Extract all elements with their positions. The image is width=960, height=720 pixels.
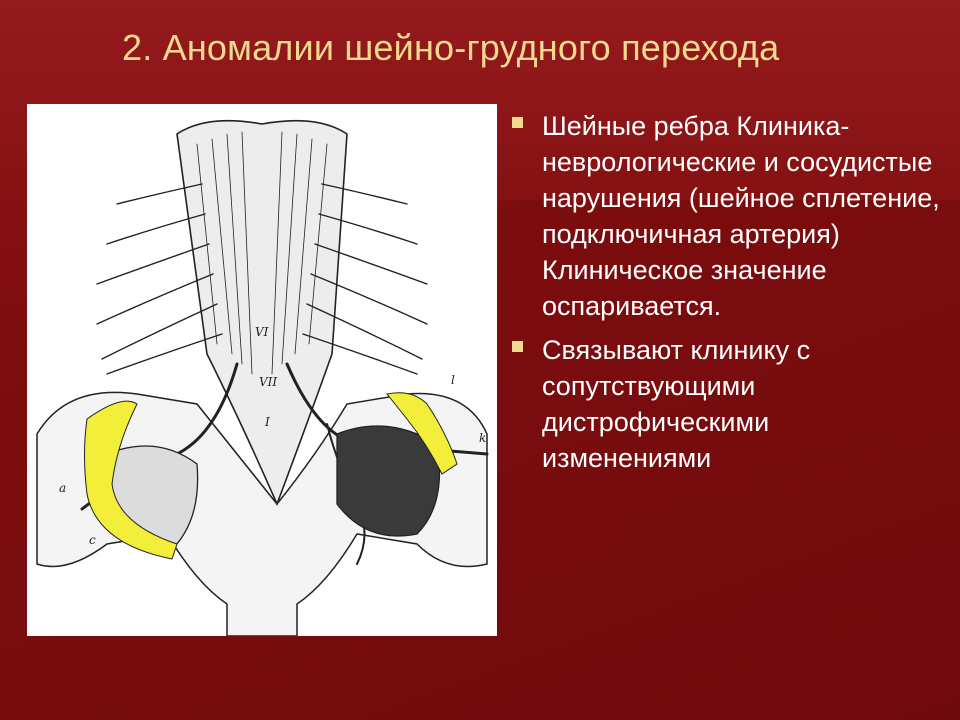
anatomical-illustration xyxy=(27,104,497,636)
figure-label-vii: VII xyxy=(259,375,278,389)
bullet-list xyxy=(510,108,940,484)
square-bullet-icon xyxy=(512,117,523,128)
bullet-item xyxy=(510,332,940,476)
slide-title: 2. Аномалии шейно-грудного перехода xyxy=(122,27,780,68)
figure-label-l: l xyxy=(451,373,455,387)
bullet-text: Шейные ребра Клиника-неврологические и сосудистые нарушения (шейное сплетение, подключичная артерия) Клиническое значение оспаривается. xyxy=(542,111,940,321)
bullet-text: Связывают клинику с сопутствующими дистрофическими изменениями xyxy=(542,335,811,473)
figure-label-k: k xyxy=(479,431,487,445)
bullet-item xyxy=(510,108,940,324)
square-bullet-icon xyxy=(512,341,523,352)
figure-label-i: I xyxy=(265,415,270,429)
figure-label-c: c xyxy=(89,533,96,547)
figure-label-a: a xyxy=(59,481,67,495)
figure-label-vi: VI xyxy=(255,325,269,339)
